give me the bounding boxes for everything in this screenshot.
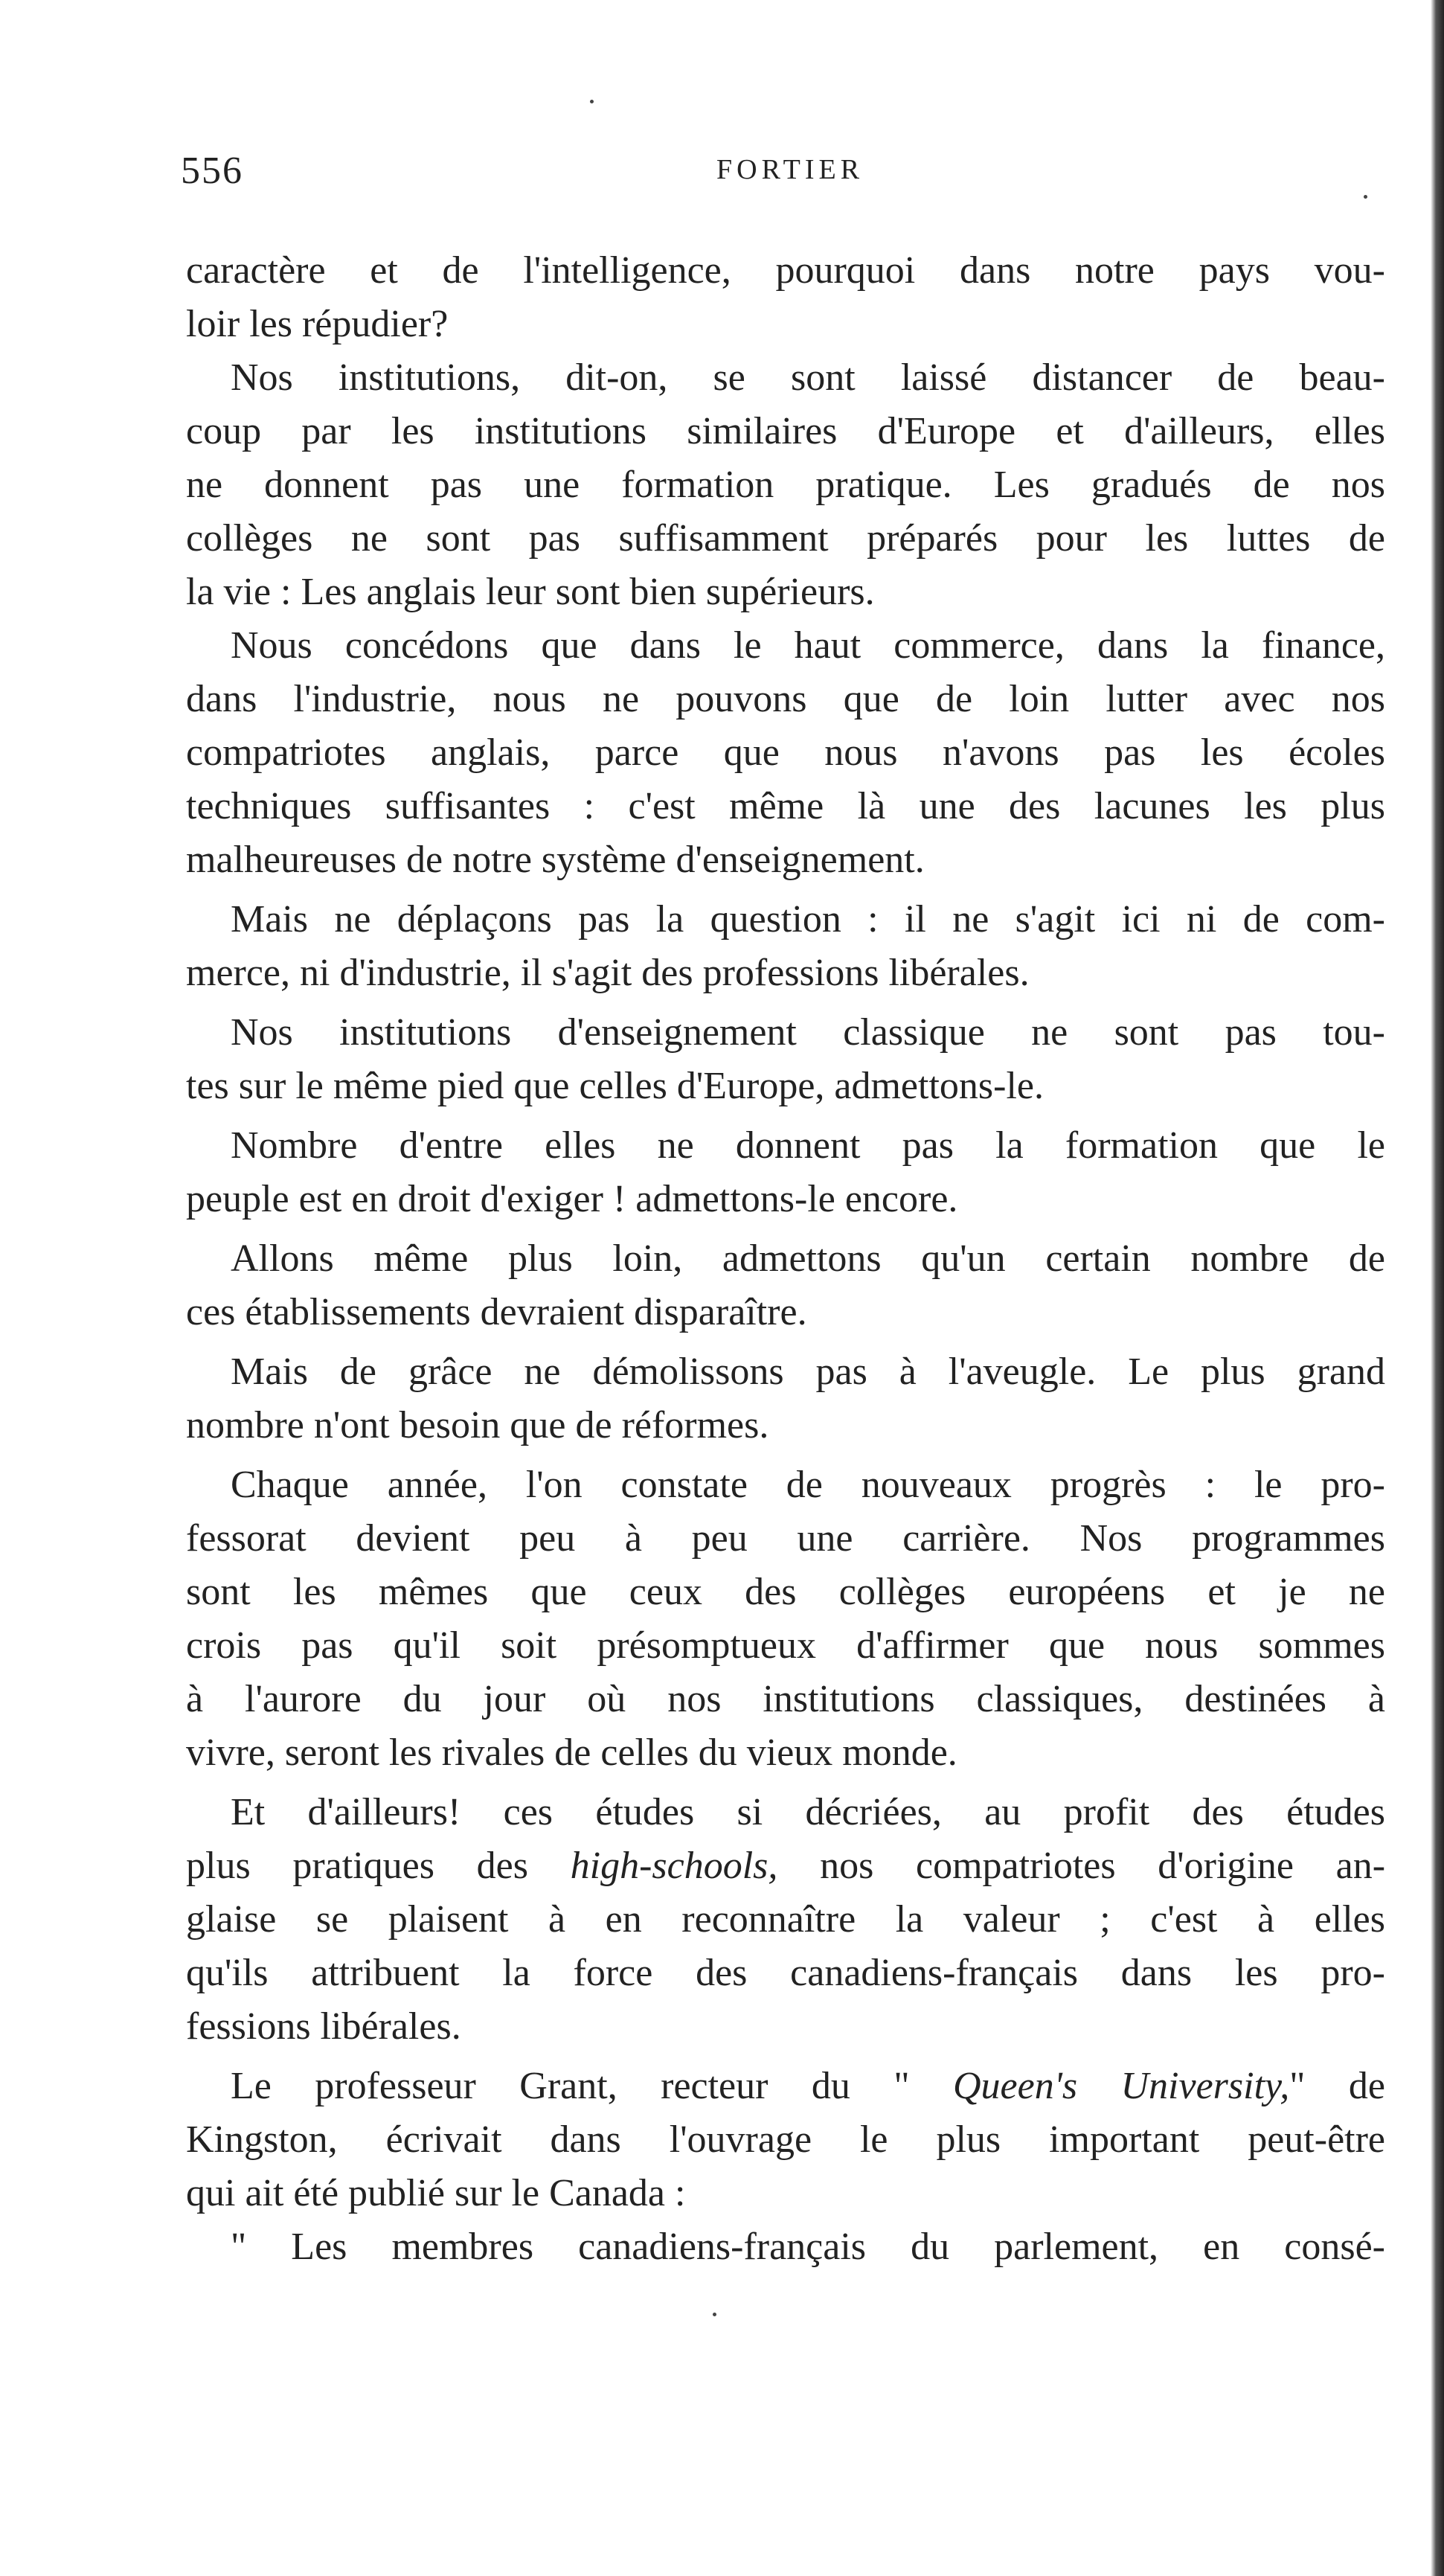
page-edge-shadow [1431, 0, 1444, 2576]
text-line: ces établissements devraient disparaître. [186, 1291, 807, 1333]
text-line: Nos institutions d'enseignement classique ne sont pas tou- [231, 1011, 1385, 1054]
text-line: vivre, seront les rivales de celles du vieux monde. [186, 1731, 957, 1774]
text-line: nombre n'ont besoin que de réformes. [186, 1404, 769, 1446]
text-fragment: nos compatriotes d'origine an- [777, 1845, 1386, 1887]
text-line: dans l'industrie, nous ne pouvons que de loin lutter avec nos [186, 678, 1385, 720]
text-line: techniques suffisantes : c'est même là une des lacunes les plus [186, 785, 1385, 827]
text-line [186, 2060, 1385, 2113]
text-line: crois pas qu'il soit présomptueux d'affirmer que nous sommes [186, 1624, 1385, 1667]
page-number: 556 [181, 150, 243, 192]
text-line: Mais de grâce ne démolissons pas à l'aveugle. Le plus grand [231, 1351, 1385, 1393]
text-line: loir les répudier? [186, 303, 449, 345]
text-line: coup par les institutions similaires d'Europe et d'ailleurs, elles [186, 410, 1385, 452]
text-line: Allons même plus loin, admettons qu'un certain nombre de [231, 1237, 1385, 1280]
text-line: Mais ne déplaçons pas la question : il ne s'agit ici ni de com- [231, 898, 1385, 941]
text-fragment: " de [1289, 2065, 1385, 2107]
text-line: Kingston, écrivait dans l'ouvrage le plus important peut-être [186, 2118, 1385, 2161]
text-line: Chaque année, l'on constate de nouveaux progrès : le pro- [231, 1464, 1385, 1506]
italic-phrase: Queen's University, [953, 2065, 1290, 2107]
italic-phrase: high-schools, [570, 1845, 778, 1887]
page-header [181, 149, 1371, 201]
text-line: tes sur le même pied que celles d'Europe, admettons-le. [186, 1065, 1044, 1107]
text-line: la vie : Les anglais leur sont bien supérieurs. [186, 571, 875, 613]
text-line: Nous concédons que dans le haut commerce, dans la finance, [231, 624, 1385, 667]
text-line: collèges ne sont pas suffisamment préparés pour les luttes de [186, 517, 1385, 560]
running-head: FORTIER [716, 154, 864, 185]
text-line: ne donnent pas une formation pratique. Les gradués de nos [186, 464, 1385, 506]
text-line: compatriotes anglais, parce que nous n'avons pas les écoles [186, 731, 1385, 774]
text-line: fessions libérales. [186, 2005, 461, 2048]
text-line: Nos institutions, dit-on, se sont laissé distancer de beau- [231, 356, 1385, 399]
text-line: " Les membres canadiens-français du parlement, en consé- [231, 2226, 1385, 2268]
text-line: merce, ni d'industrie, il s'agit des professions libérales. [186, 952, 1030, 994]
text-line: malheureuses de notre système d'enseignement. [186, 839, 925, 881]
text-line: caractère et de l'intelligence, pourquoi dans notre pays vou- [186, 249, 1385, 292]
body-text [186, 244, 1385, 2274]
text-line [186, 1839, 1385, 1893]
text-fragment: Le professeur Grant, recteur du " [231, 2065, 953, 2107]
text-fragment: plus pratiques des [186, 1845, 571, 1887]
text-line: Nombre d'entre elles ne donnent pas la formation que le [231, 1124, 1385, 1167]
text-line: glaise se plaisent à en reconnaître la valeur ; c'est à elles [186, 1898, 1385, 1941]
text-line: sont les mêmes que ceux des collèges européens et je ne [186, 1571, 1385, 1613]
text-line: qu'ils attribuent la force des canadiens-français dans les pro- [186, 1952, 1385, 1994]
print-speck [713, 2313, 716, 2316]
text-line: Et d'ailleurs! ces études si décriées, au profit des études [231, 1791, 1385, 1833]
text-line: qui ait été publié sur le Canada : [186, 2172, 686, 2214]
text-line: à l'aurore du jour où nos institutions classiques, destinées à [186, 1678, 1385, 1720]
text-line: peuple est en droit d'exiger ! admettons-le encore. [186, 1178, 958, 1220]
print-speck [590, 100, 594, 103]
text-line: fessorat devient peu à peu une carrière. Nos programmes [186, 1517, 1385, 1560]
